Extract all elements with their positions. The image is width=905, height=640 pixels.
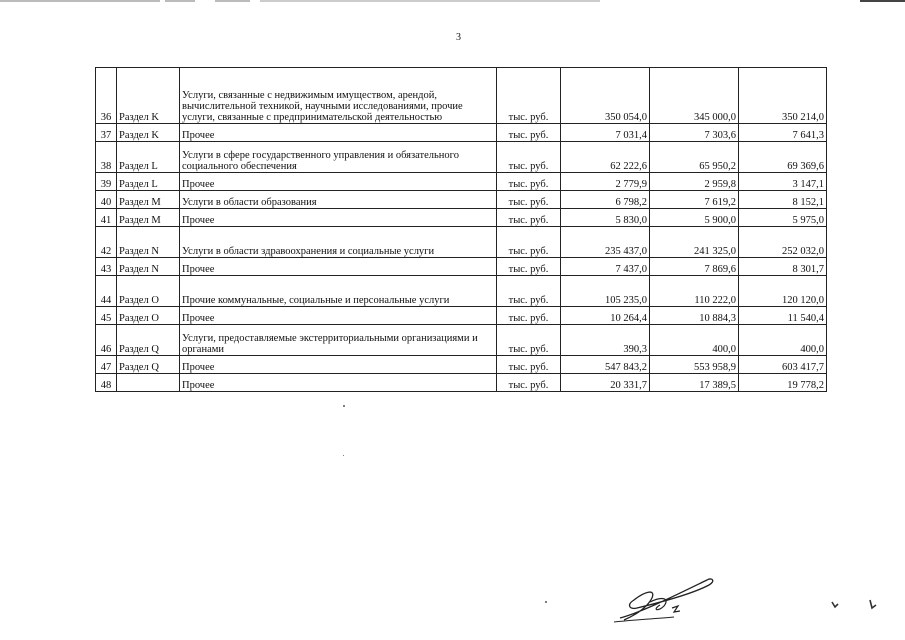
value-cell-1: 105 235,0 xyxy=(561,276,650,307)
value-cell-2: 400,0 xyxy=(650,325,739,356)
section-cell xyxy=(117,374,180,392)
value-cell-2: 553 958,9 xyxy=(650,356,739,374)
value-cell-1: 7 031,4 xyxy=(561,124,650,142)
unit-cell: тыс. руб. xyxy=(497,173,561,191)
item-name-cell: Прочее xyxy=(180,209,497,227)
section-cell: Раздел N xyxy=(117,258,180,276)
value-cell-3: 400,0 xyxy=(739,325,827,356)
table-row xyxy=(96,325,827,356)
value-cell-2: 10 884,3 xyxy=(650,307,739,325)
value-cell-3: 8 152,1 xyxy=(739,191,827,209)
scan-speck xyxy=(343,405,345,407)
unit-cell: тыс. руб. xyxy=(497,209,561,227)
row-number: 41 xyxy=(96,209,117,227)
value-cell-3: 120 120,0 xyxy=(739,276,827,307)
value-cell-3: 5 975,0 xyxy=(739,209,827,227)
row-number: 36 xyxy=(96,68,117,124)
section-cell: Раздел О xyxy=(117,307,180,325)
value-cell-3: 603 417,7 xyxy=(739,356,827,374)
item-name-cell: Услуги, предоставляемые экстерриториальными организациями и органами xyxy=(180,325,497,356)
value-cell-3: 8 301,7 xyxy=(739,258,827,276)
item-name-cell: Прочее xyxy=(180,374,497,392)
unit-cell: тыс. руб. xyxy=(497,68,561,124)
unit-cell: тыс. руб. xyxy=(497,227,561,258)
table-row xyxy=(96,209,827,227)
item-name-cell: Услуги в сфере государственного управления и обязательного социального обеспечения xyxy=(180,142,497,173)
section-cell: Раздел N xyxy=(117,227,180,258)
item-name-cell: Прочее xyxy=(180,258,497,276)
value-cell-1: 390,3 xyxy=(561,325,650,356)
unit-cell: тыс. руб. xyxy=(497,307,561,325)
value-cell-1: 547 843,2 xyxy=(561,356,650,374)
row-number: 46 xyxy=(96,325,117,356)
table-row xyxy=(96,124,827,142)
value-cell-1: 2 779,9 xyxy=(561,173,650,191)
value-cell-1: 5 830,0 xyxy=(561,209,650,227)
value-cell-1: 350 054,0 xyxy=(561,68,650,124)
signature-image xyxy=(612,572,722,624)
section-cell: Раздел K xyxy=(117,68,180,124)
value-cell-3: 252 032,0 xyxy=(739,227,827,258)
value-cell-2: 2 959,8 xyxy=(650,173,739,191)
value-cell-3: 69 369,6 xyxy=(739,142,827,173)
item-name-cell: Прочее xyxy=(180,307,497,325)
table-row xyxy=(96,374,827,392)
item-name-cell: Прочее xyxy=(180,356,497,374)
item-name-cell: Прочие коммунальные, социальные и персональные услуги xyxy=(180,276,497,307)
value-cell-3: 350 214,0 xyxy=(739,68,827,124)
table-row xyxy=(96,68,827,124)
edge-marks xyxy=(826,596,886,616)
unit-cell: тыс. руб. xyxy=(497,142,561,173)
budget-table xyxy=(95,67,827,392)
value-cell-1: 7 437,0 xyxy=(561,258,650,276)
value-cell-2: 241 325,0 xyxy=(650,227,739,258)
table-row xyxy=(96,173,827,191)
section-cell: Раздел Q xyxy=(117,356,180,374)
value-cell-2: 7 619,2 xyxy=(650,191,739,209)
table-row xyxy=(96,191,827,209)
table-row xyxy=(96,356,827,374)
table-row xyxy=(96,276,827,307)
unit-cell: тыс. руб. xyxy=(497,191,561,209)
unit-cell: тыс. руб. xyxy=(497,356,561,374)
row-number: 47 xyxy=(96,356,117,374)
value-cell-3: 11 540,4 xyxy=(739,307,827,325)
value-cell-1: 6 798,2 xyxy=(561,191,650,209)
value-cell-2: 345 000,0 xyxy=(650,68,739,124)
value-cell-2: 65 950,2 xyxy=(650,142,739,173)
item-name-cell: Услуги, связанные с недвижимым имуществом, арендой, вычислительной техникой, научными исследованиями, прочие услуги, связанные с предпринимательской деятельностью xyxy=(180,68,497,124)
item-name-cell: Прочее xyxy=(180,173,497,191)
unit-cell: тыс. руб. xyxy=(497,258,561,276)
section-cell: Раздел О xyxy=(117,276,180,307)
item-name-cell: Услуги в области образования xyxy=(180,191,497,209)
row-number: 48 xyxy=(96,374,117,392)
value-cell-2: 110 222,0 xyxy=(650,276,739,307)
value-cell-1: 235 437,0 xyxy=(561,227,650,258)
row-number: 40 xyxy=(96,191,117,209)
table-row xyxy=(96,307,827,325)
row-number: 43 xyxy=(96,258,117,276)
section-cell: Раздел М xyxy=(117,191,180,209)
unit-cell: тыс. руб. xyxy=(497,276,561,307)
scan-speck xyxy=(545,601,547,603)
unit-cell: тыс. руб. xyxy=(497,325,561,356)
row-number: 39 xyxy=(96,173,117,191)
item-name-cell: Услуги в области здравоохранения и социальные услуги xyxy=(180,227,497,258)
row-number: 45 xyxy=(96,307,117,325)
value-cell-1: 62 222,6 xyxy=(561,142,650,173)
value-cell-1: 10 264,4 xyxy=(561,307,650,325)
value-cell-3: 7 641,3 xyxy=(739,124,827,142)
table-row xyxy=(96,142,827,173)
unit-cell: тыс. руб. xyxy=(497,124,561,142)
value-cell-2: 7 303,6 xyxy=(650,124,739,142)
section-cell: Раздел K xyxy=(117,124,180,142)
table-row xyxy=(96,258,827,276)
scan-top-edge xyxy=(0,0,905,6)
value-cell-3: 19 778,2 xyxy=(739,374,827,392)
scan-speck xyxy=(343,455,344,456)
page-number: 3 xyxy=(456,32,461,43)
section-cell: Раздел М xyxy=(117,209,180,227)
section-cell: Раздел Q xyxy=(117,325,180,356)
row-number: 42 xyxy=(96,227,117,258)
row-number: 38 xyxy=(96,142,117,173)
value-cell-2: 17 389,5 xyxy=(650,374,739,392)
unit-cell: тыс. руб. xyxy=(497,374,561,392)
section-cell: Раздел L xyxy=(117,173,180,191)
row-number: 44 xyxy=(96,276,117,307)
value-cell-2: 7 869,6 xyxy=(650,258,739,276)
section-cell: Раздел L xyxy=(117,142,180,173)
value-cell-2: 5 900,0 xyxy=(650,209,739,227)
value-cell-3: 3 147,1 xyxy=(739,173,827,191)
row-number: 37 xyxy=(96,124,117,142)
table-row xyxy=(96,227,827,258)
item-name-cell: Прочее xyxy=(180,124,497,142)
value-cell-1: 20 331,7 xyxy=(561,374,650,392)
